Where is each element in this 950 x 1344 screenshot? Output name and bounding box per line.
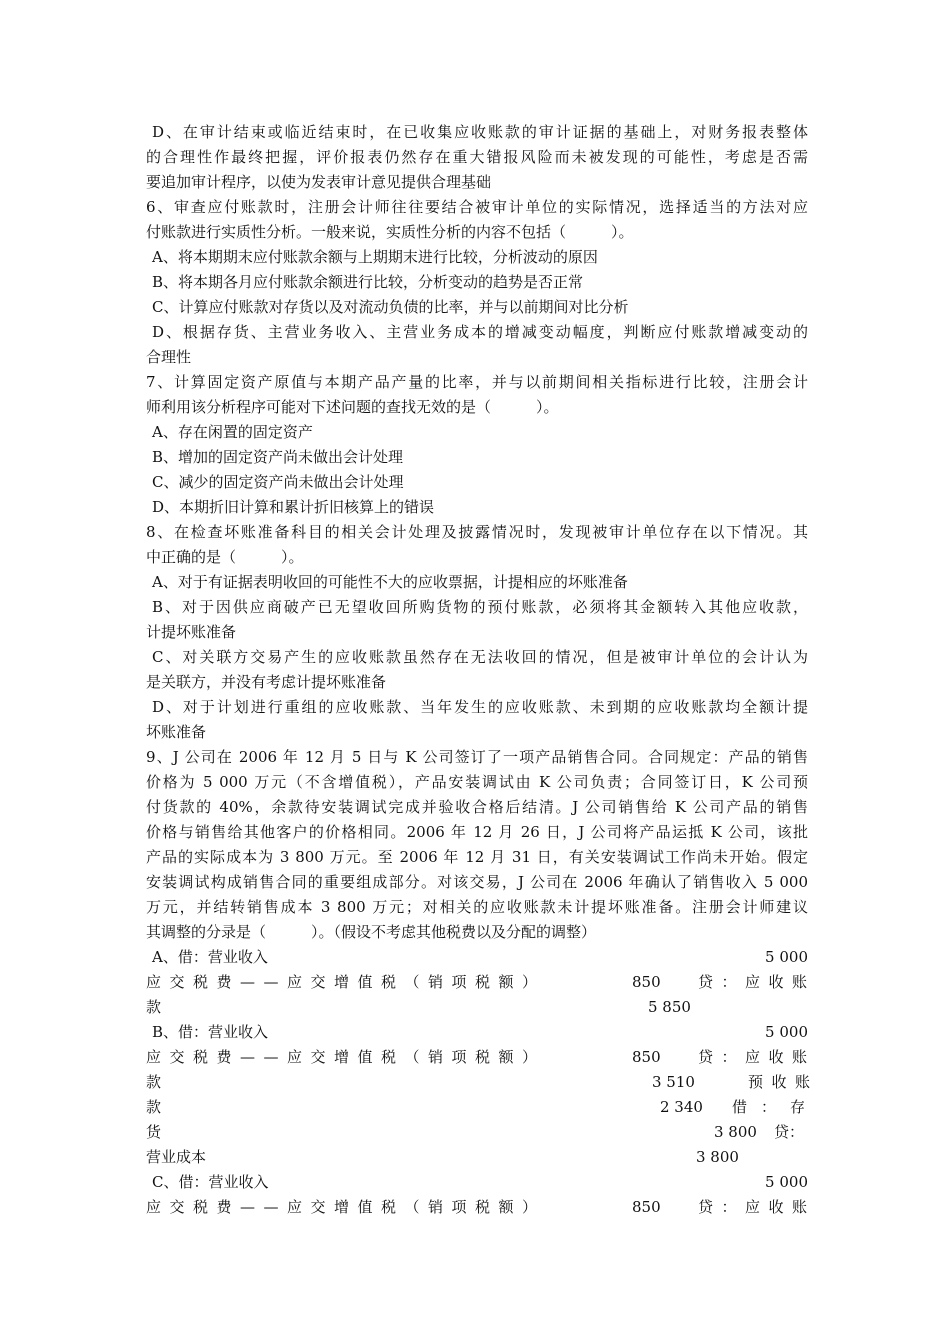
q9-c-debit-amount: 5 000 (765, 1173, 808, 1191)
q9-stem-line7: 万元，并结转销售成本 3 800 万元；对相关的应收账款未计提坏账准备。注册会计师建议 (146, 898, 808, 916)
q5-option-d-line3: 要追加审计程序，以使为发表审计意见提供合理基础 (146, 173, 492, 191)
q9-a-credit-label: 贷：应收账 (698, 973, 816, 991)
q9-a-entry-line2 (146, 970, 816, 995)
q9-b-tax-account: 应交税费——应交增值税（销项税额） (146, 1048, 546, 1066)
q9-b-advance-label: 预收账 (748, 1073, 819, 1091)
q9-stem-line1: 9、J 公司在 2006 年 12 月 5 日与 K 公司签订了一项产品销售合同。合同规定：产品的销售 (146, 748, 808, 766)
q9-a-tax-amount: 850 (632, 973, 661, 991)
q9-b-cost-amount: 3 800 (696, 1148, 739, 1166)
q9-b-inventory-label: 借：存 (732, 1098, 820, 1116)
q7-option-b: B、增加的固定资产尚未做出会计处理 (152, 448, 404, 466)
q7-stem-line2: 师利用该分析程序可能对下述问题的查找无效的是（ ）。 (146, 398, 559, 416)
q9-b-credit2-label: 贷： (774, 1123, 805, 1141)
q8-option-d-line1: D、对于计划进行重组的应收账款、当年发生的应收账款、未到期的应收账款均全额计提 (152, 698, 808, 716)
q5-option-d-line1: D、在审计结束或临近结束时，在已收集应收账款的审计证据的基础上，对财务报表整体 (152, 123, 808, 141)
q9-a-credit-account-tail: 款 (146, 998, 162, 1016)
q9-b-credit-label: 贷：应收账 (698, 1048, 816, 1066)
q9-b-receivable-amount: 3 510 (652, 1073, 695, 1091)
q8-option-c-line1: C、对关联方交易产生的应收账款虽然存在无法收回的情况，但是被审计单位的会计认为 (152, 648, 808, 666)
q9-stem-line4: 价格与销售给其他客户的价格相同。2006 年 12 月 26 日，J 公司将产品运抵 K 公司，该批 (146, 823, 808, 841)
q8-option-a: A、对于有证据表明收回的可能性不大的应收票据，计提相应的坏账准备 (152, 573, 628, 591)
q9-b-entry-line6 (146, 1145, 808, 1170)
q9-c-tax-account: 应交税费——应交增值税（销项税额） (146, 1198, 546, 1216)
q9-c-entry-line1 (146, 1170, 808, 1195)
q6-option-c: C、计算应付账款对存货以及对流动负债的比率，并与以前期间对比分析 (152, 298, 629, 316)
q8-stem-line1: 8、在检查坏账准备科目的相关会计处理及披露情况时，发现被审计单位存在以下情况。其 (146, 523, 808, 541)
q9-b-debit-label: B、借：营业收入 (152, 1023, 269, 1041)
q9-stem-line3: 付货款的 40%，余款待安装调试完成并验收合格后结清。J 公司销售给 K 公司产品的销售 (146, 798, 808, 816)
q9-b-advance-tail: 款 (146, 1098, 162, 1116)
q9-c-credit-label: 贷：应收账 (698, 1198, 816, 1216)
q9-b-tax-amount: 850 (632, 1048, 661, 1066)
q9-a-entry-line1 (146, 945, 808, 970)
q6-option-d-line2: 合理性 (146, 348, 192, 366)
q9-b-inventory-tail: 货 (146, 1123, 162, 1141)
q8-option-b-line2: 计提坏账准备 (146, 623, 237, 641)
q9-stem-line2: 价格为 5 000 万元（不含增值税），产品安装调试由 K 公司负责；合同签订日，K 公司预 (146, 773, 808, 791)
q9-b-entry-line5 (146, 1120, 808, 1145)
q6-option-a: A、将本期期末应付账款余额与上期期末进行比较，分析波动的原因 (152, 248, 598, 266)
q9-b-advance-amount: 2 340 (660, 1098, 703, 1116)
q9-b-entry-line4 (146, 1095, 820, 1120)
q6-option-d-line1: D、根据存货、主营业务收入、主营业务成本的增减变动幅度，判断应付账款增减变动的 (152, 323, 808, 341)
q8-option-b-line1: B、对于因供应商破产已无望收回所购货物的预付账款，必须将其金额转入其他应收款， (152, 598, 808, 616)
q8-option-d-line2: 坏账准备 (146, 723, 207, 741)
q9-a-entry-line3 (146, 995, 808, 1020)
q6-stem-line1: 6、审查应付账款时，注册会计师往往要结合被审计单位的实际情况，选择适当的方法对应 (146, 198, 808, 216)
q9-b-entry-line2 (146, 1045, 816, 1070)
q9-b-inventory-amount: 3 800 (714, 1123, 757, 1141)
q6-option-b: B、将本期各月应付账款余额进行比较，分析变动的趋势是否正常 (152, 273, 584, 291)
q7-option-c: C、减少的固定资产尚未做出会计处理 (152, 473, 404, 491)
document-page (146, 120, 820, 1220)
q8-stem-line2: 中正确的是（ ）。 (146, 548, 304, 566)
q9-c-entry-line2 (146, 1195, 816, 1220)
q9-b-cost-account: 营业成本 (146, 1148, 207, 1166)
q9-stem-line6: 安装调试构成销售合同的重要组成部分。对该交易，J 公司在 2006 年确认了销售收入 5 000 (146, 873, 808, 891)
q9-a-credit-amount: 5 850 (648, 998, 691, 1016)
q9-b-entry-line1 (146, 1020, 808, 1045)
q5-option-d-line2: 的合理性作最终把握，评价报表仍然存在重大错报风险而未被发现的可能性，考虑是否需 (146, 148, 808, 166)
q9-a-debit-label: A、借：营业收入 (152, 948, 268, 966)
q7-option-a: A、存在闲置的固定资产 (152, 423, 313, 441)
q7-option-d: D、本期折旧计算和累计折旧核算上的错误 (152, 498, 435, 516)
q8-option-c-line2: 是关联方，并没有考虑计提坏账准备 (146, 673, 387, 691)
q9-a-debit-amount: 5 000 (765, 948, 808, 966)
q9-b-debit-amount: 5 000 (765, 1023, 808, 1041)
q9-c-tax-amount: 850 (632, 1198, 661, 1216)
q9-stem-line8: 其调整的分录是（ ）。（假设不考虑其他税费以及分配的调整） (146, 923, 597, 941)
q7-stem-line1: 7、计算固定资产原值与本期产品产量的比率，并与以前期间相关指标进行比较，注册会计 (146, 373, 808, 391)
q9-stem-line5: 产品的实际成本为 3 800 万元。至 2006 年 12 月 31 日，有关安装调试工作尚未开始。假定 (146, 848, 808, 866)
q9-a-tax-account: 应交税费——应交增值税（销项税额） (146, 973, 546, 991)
q9-b-receivable-tail: 款 (146, 1073, 162, 1091)
q9-b-entry-line3 (146, 1070, 819, 1095)
q6-stem-line2: 付账款进行实质性分析。一般来说，实质性分析的内容不包括（ ）。 (146, 223, 634, 241)
q9-c-debit-label: C、借：营业收入 (152, 1173, 269, 1191)
